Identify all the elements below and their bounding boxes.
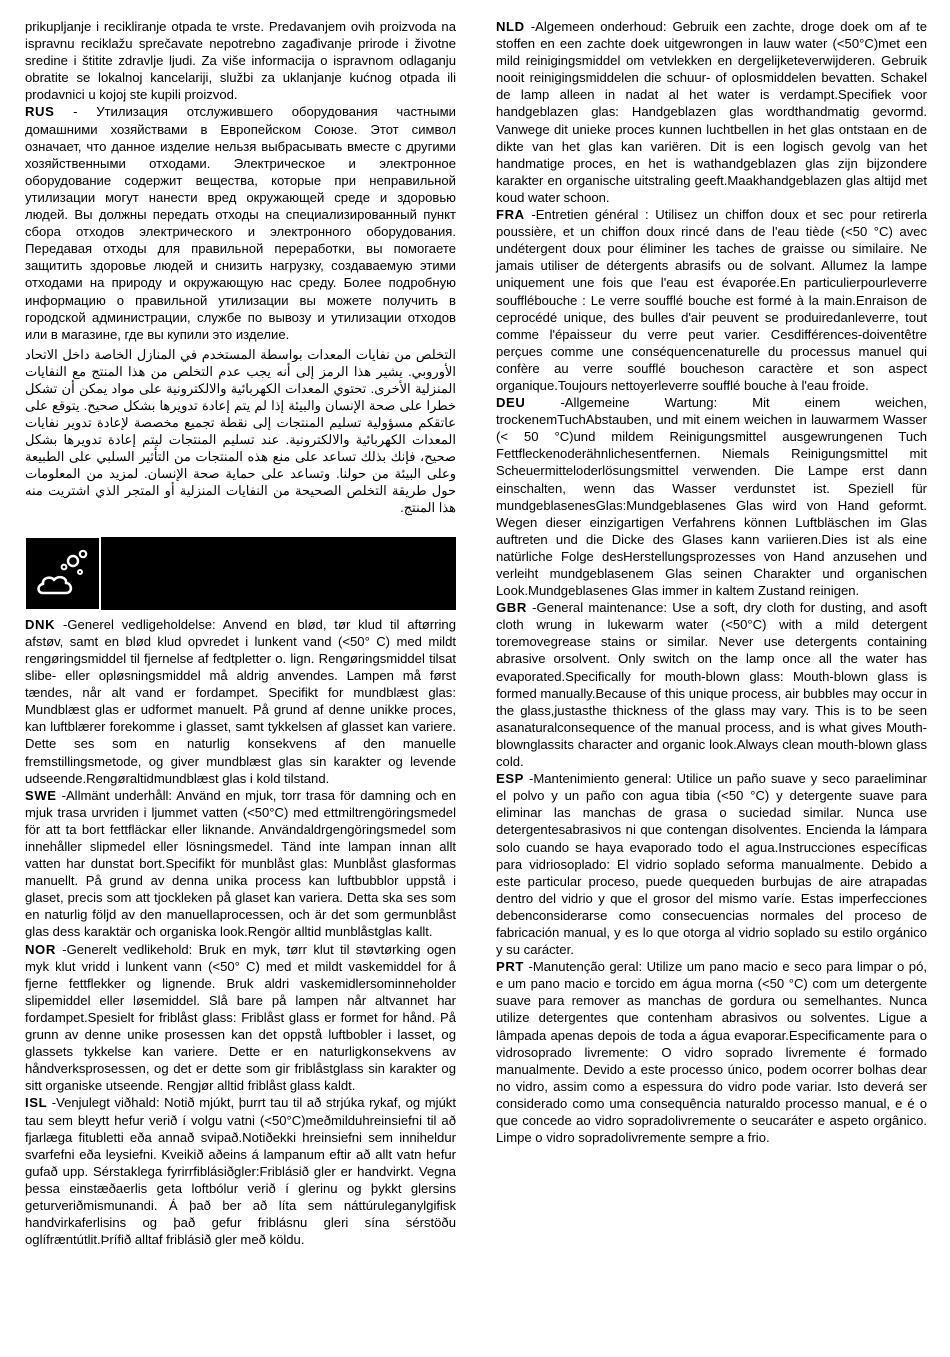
gbr-code: GBR xyxy=(496,600,527,616)
swe-code: SWE xyxy=(25,787,57,803)
prt-section xyxy=(496,958,927,1146)
nld-text: -Algemeen onderhoud: Gebruik een zachte, droge doek om af te stoffen en een zachte doek uitgewrongen in lauw water (<50°C)met een mild reinigingsmiddel om vetvlekken en dergelijketeverwijderen. Gebruik nooit reinigingsmiddelen die schuur- of oplosmiddelen bevatten. Schakel de lamp alleen in nadat al het water is verdampt.Specifiek voor handgeblazen glas: Handgeblazen glas wordthandmatig gevormd. Vanwege dit unieke proces kunnen luchtbellen in het glas ontstaan en de dikte van het glas kan variëren. Dit is een logisch gevolg van het handmatige proces, en het is wathandgeblazen glas zijn bijzondere karakter en organische uitstraling geeft.Maakhandgeblazen glas altijd met koud water schoon. xyxy=(496,19,927,205)
dnk-section xyxy=(25,616,456,787)
right-column xyxy=(496,18,927,1146)
dnk-code: DNK xyxy=(25,616,56,632)
fra-code: FRA xyxy=(496,207,525,223)
esp-text: -Mantenimiento general: Utilice un paño suave y seco paraeliminar el polvo y un paño con agua tibia (<50 °C) y detergente suave para eliminar las manchas de grasa o suciedad similar. Nunca use detergentesabrasivos ni que contengan disolventes. Encienda la lámpara solo cuando se haya evaporado todo el agua.Instrucciones específicas para vidriosoplado: El vidrio soplado seforma manualmente. Debido a este particular proceso, puede quequeden burbujas de aire atrapadas dentro del vidrio y que el grosor del mismo varíe. Estas imperfecciones debenconsiderarse como consecuencias normales del proceso de fabricación manual, y es lo que otorga al vidrio soplado su estilo orgánico y su carácter. xyxy=(496,771,927,958)
gbr-section xyxy=(496,599,927,770)
nor-code: NOR xyxy=(25,941,56,957)
serbian-disposal-tail: prikupljanje i recikliranje otpada te vrste. Predavanjem ovih proizvoda na ispravnu reciklažu sprečavate nepotrebno zagađivanje prirode i životne sredine i štitite zdravlje ljudi. Za više informacija o ispravnom odlaganju obratite se lokalnoj kancelariji, službi za uklanjanje kućnog otpada ili prodavnici u kojoj ste kupili proizvod. xyxy=(25,19,456,103)
swe-text: -Allmänt underhåll: Använd en mjuk, torr trasa för damning och en mjuk trasa urvriden i ljummet vatten (<50°C) med ettmiltrengöringsmedel för att ta bort fettfläckar eller liknande. Användaldrgengöringsmedel som innehåller slipmedel eller lösningsmedel. Tänd inte lampan innan allt vatten har dunstat bort.Specifikt för munblåst glas: Munblåst glasformas manuellt. På grund av denna unika process kan luftbubblor uppstå i glaset, precis som att tjockleken på glaset kan variera. Detta ska ses som en naturlig följd av den manuellaprocessen, och är det som germunblåst glas dess karaktär och organiska look.Rengör alltid munblåstglas kallt. xyxy=(25,787,456,940)
fra-text: -Entretien général : Utilisez un chiffon doux et sec pour retirerla poussière, et un chiffon doux rincé dans de l'eau tiède (<50 °C) avec undétergent doux pour éliminer les taches de graisse ou similaire. Ne jamais utiliser de détergents abrasifs ou de solvant. Allumez la lampe uniquement une fois que l'eau est évaporée.En particulierpourleverre soufflébouche : Le verre soufflé bouche est formé à la main.Enraison de ceprocédé unique, des bulles d'air peuvent se produiredanleverre, tout comme l'épaisseur du verre peut varier. Cesdifférences-doiventêtre perçues comme une conséquencenaturelle du processus manuel qui confère au verre soufflé boucheson caractère et son aspect organique.Toujours nettoyerleverre soufflé bouche à l'eau froide. xyxy=(496,207,927,393)
rus-code: RUS xyxy=(25,104,55,120)
nor-text: -Generelt vedlikehold: Bruk en myk, tørr klut til støvtørking ogen myk klut vridd i lunkent vann (<50° C) med et mildt vaskemiddel for å fjerne fettflekker og lignende. Bruk aldri vaskemidlersominneholder slipemiddel eller løsemiddel. Slå bare på lampen når altvannet har fordampet.Spesielt for friblåst glass: Friblåst glass er formet for hånd. På grunn av denne unike prosessen kan det oppstå luftbobler i lasset, og glassets tykkelse kan variere. Dette er en naturligkonsekvens av håndverksprosessen, og det er dette som gir friblåstglass sin karakter og sitt organiske utseende. Rengjør alltid friblåst glass kaldt. xyxy=(25,941,456,1094)
isl-code: ISL xyxy=(25,1095,48,1111)
prt-code: PRT xyxy=(496,959,524,975)
banner-bar xyxy=(101,537,456,610)
nld-code: NLD xyxy=(496,19,525,34)
rus-section xyxy=(25,103,456,342)
nor-section xyxy=(25,941,456,1095)
isl-section xyxy=(25,1094,456,1248)
esp-code: ESP xyxy=(496,771,525,787)
maintenance-banner xyxy=(25,537,456,610)
dnk-text: -Generel vedligeholdelse: Anvend en blød, tør klud til aftørring afstøv, samt en blød klud opvredet i lunkent vand (<50° C) med mildt rengøringsmiddel til fjernelse af fedtpletter o. lign. Rengøringsmiddel tilsat slibe- eller opløsningsmiddel må aldrig anvendes. Lampen må først tændes, når alt vand er fordampet. Specifikt for mundblæst glas: Mundblæst glas er udformet manuelt. På grund af denne unikke proces, kan luftblærer forekomme i glasset, samt tykkelsen af glasset kan variere. Dette ses som en naturlig konsekvens af den manuelle fremstillingsmetode, og giver mundblæst glas sin karakter og levende udseende.Rengøraltidmundblæst glas i kold tilstand. xyxy=(25,616,456,786)
left-column xyxy=(25,18,456,1248)
rus-text: - Утилизация отслужившего оборудования частными домашними хозяйствами в Европейском Союзе. Этот символ означает, что данное изделие нельзя выбрасывать вместе с другими хозяйственными отходами. Электрическое и электронное оборудование содержит вещества, которые при неправильной утилизации могут нанести вред окружающей среде и здоровью людей. Вы должны передать отходы на специализированный пункт сбора отходов электрического и электронного оборудования. Передавая отходы для правильной переработки, вы помогаете защитить здоровье людей и снизить нагрузку, создаваемую этими отходами на природу и окружающую нас среду. Более подробную информацию о правильной утилизации вы можете получить в городской администрации, службе по вывозу и утилизации отходов или в магазине, где вы купили это изделие. xyxy=(25,104,456,342)
nld-section xyxy=(496,18,927,206)
deu-code: DEU xyxy=(496,395,526,411)
fra-section xyxy=(496,206,927,394)
deu-text: -Allgemeine Wartung: Mit einem weichen, trockenemTuchAbstauben, und mit einem weichen in lauwarmem Wasser (< 50 °C)und mildem Reinigungsmittel ausgewrungenen Tuch Fettfleckenoderähnlichesentfernen. Niemals Reinigungsmittel mit Scheuermitteloderlösungsmittel verwenden. Die Lampe erst dann einschalten, wenn das Wasser verdunstet ist. Speziell für mundgeblasenesGlas:Mundgeblasenes Glas wird von Hand geformt. Wegen dieser einzigartigen Verfahrens können Luftbläschen im Glas auftreten und die Dicke des Glases kann variieren.Dies ist als eine natürliche Folge desHerstellungsprozesses von Hand anzusehen und verleiht mundgeblasenem Glas seinen Charakter und organischen Look.Mundgeblasenes Glas immer in kaltem Zustand reinigen. xyxy=(496,395,927,599)
soap-bubbles-icon xyxy=(25,537,100,610)
arabic-section: التخلص من نفايات المعدات بواسطة المستخدم في المنازل الخاصة داخل الاتحاد الأوروبي. يشير هذا الرمز إلى أنه يجب عدم التخلص من هذا المنتج مع النفايات المنزلية الأخرى. تحتوي المعدات الكهربائية والالكترونية على مواد يمكن أن تشكل خطرا على صحة الإنسان والبيئة إذا لم يتم إعادة تدويرها بشكل صحيح. يتوقع على عاتقكم مسؤولية تسليم المنتجات إلى نقطة تجميع مخصصة لإعادة تدوير نفايات المعدات الكهربائية والالكترونية. عند تسليم المنتجات ليتم إعادة تدويرها بشكل صحيح، فإنك بذلك تساعد على منع هذه المنتجات من التأثير السلبي على الطبيعة وعلى البيئة من حولنا. وتساعد على حماية صحة الإنسان. لمزيد من المعلومات حول طريقة التخلص الصحيحة من النفايات المنزلية أو المتجر الذي اشتريت منه هذا المنتج. xyxy=(25,346,456,515)
prt-text: -Manutenção geral: Utilize um pano macio e seco para limpar o pó, e um pano macio e torcido em água morna (<50 °C) com um detergente suave para remover as manchas de gordura ou semelhantes. Nunca utilize detergentes que contenham abrasivos ou solventes. Ligue a lâmpada apenas depois de toda a água evaporar.Especificamente para o vidrosoprado livremente: O vidro soprado livremente é formado manualmente. Devido a este processo único, podem ocorrer bolhas dear no vidro, assim como a espessura do vidro pode variar. Isto deverá ser considerado como uma consequência naturaldo processo manual, e é o que concede ao vidro sopradolivremente o seucaráter e aspeto orgânico. Limpe o vidro sopradolivremente sempre a frio. xyxy=(496,959,927,1146)
isl-text: -Venjulegt viðhald: Notið mjúkt, þurrt tau til að strjúka rykaf, og mjúkt tau sem bleytt hefur verið í volgu vatni (<50°C)meðmilduhreinsiefni til að fjarlæga fitubletti eða annað svipað.Notiðekki hreinsiefni sem inniheldur svarfefni eða leysiefni. Kveikið aðeins á lampanum eftir að allt vatn hefur gufað upp. Sérstaklega fyrirrfiblásiðgler:Friblásið gler er handvirkt. Vegna þessa einstæðaerlis geta loftbólur verið í glerinu og þykkt glersins geturveriðmismunandi. Á það ber að líta sem náttúruleganylgifisk handvirkaferlisins og það gefur friblásnu gleri sína sérstöðu oglífræntútlit.Þrífið alltaf friblásið gler með köldu. xyxy=(25,1095,456,1248)
gbr-text: -General maintenance: Use a soft, dry cloth for dusting, and asoft cloth wrung in lukewarm water (<50°C) with a mild detergent toremovegrease stains or similar. Never use detergents containing abrasive orsolvent. Only switch on the lamp once all the water has evaporated.Specifically for mouth-blown glass: Mouth-blown glass is formed manually.Because of this unique process, air bubbles may occur in the glass,justasthe thickness of the glass may vary. This is to be seen asanaturalconsequence of the manual process, and is what gives Mouth-blownglassits character and organic look.Always clean mouth-blown glass cold. xyxy=(496,600,927,770)
esp-section xyxy=(496,770,927,958)
swe-section xyxy=(25,787,456,941)
deu-section xyxy=(496,394,927,599)
